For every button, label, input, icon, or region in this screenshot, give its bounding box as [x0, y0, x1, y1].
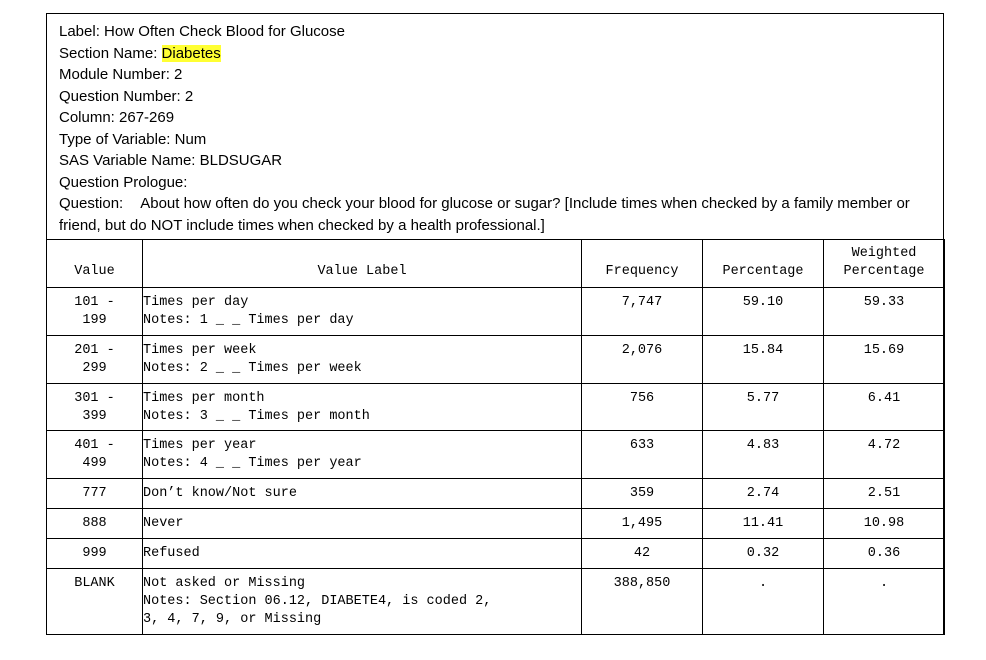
value-end: 499 — [82, 456, 107, 471]
value-cell: 999 — [47, 539, 143, 569]
value-cell — [47, 431, 143, 479]
weighted-percentage-cell: 10.98 — [824, 509, 945, 539]
table-row — [47, 288, 945, 336]
value-label: Not asked or Missing — [143, 576, 306, 591]
frequency-cell: 756 — [582, 384, 703, 431]
percentage-cell: 59.10 — [703, 288, 824, 336]
frequency-cell: 1,495 — [582, 509, 703, 539]
question-block — [59, 193, 929, 236]
value-end: 399 — [82, 409, 107, 424]
value-label: Times per month — [143, 391, 265, 406]
value-note-continued: 3, 4, 7, 9, or Missing — [143, 612, 322, 627]
weighted-percentage-cell: 15.69 — [824, 336, 945, 384]
value-frequency-table — [46, 239, 945, 635]
percentage-cell: 5.77 — [703, 384, 824, 431]
weighted-percentage-cell: 2.51 — [824, 479, 945, 509]
col-header-weighted-percentage — [824, 240, 945, 288]
table-row — [47, 431, 945, 479]
codebook-entry — [46, 13, 944, 635]
frequency-cell: 42 — [582, 539, 703, 569]
value-label: Times per year — [143, 438, 257, 453]
value-cell: 888 — [47, 509, 143, 539]
value-label-cell — [143, 288, 582, 336]
question-prologue: Question Prologue: — [59, 173, 188, 191]
value-start: 401 - — [74, 438, 115, 453]
section-line — [59, 43, 943, 65]
value-start: 101 - — [74, 295, 115, 310]
frequency-cell: 388,850 — [582, 569, 703, 635]
value-end: 199 — [82, 313, 107, 328]
weighted-line-1: Weighted — [851, 246, 917, 261]
weighted-percentage-cell: . — [824, 569, 945, 635]
question-prefix: Question: — [59, 195, 124, 212]
col-header-value-label: Value Label — [143, 240, 582, 288]
section-name-highlight: Diabetes — [161, 44, 221, 62]
value-start: 301 - — [74, 391, 115, 406]
weighted-line-2: Percentage — [843, 264, 925, 279]
value-label: Times per day — [143, 295, 249, 310]
frequency-cell: 2,076 — [582, 336, 703, 384]
value-label-cell: Never — [143, 509, 582, 539]
frequency-cell: 7,747 — [582, 288, 703, 336]
col-header-value: Value — [47, 240, 143, 288]
col-header-percentage: Percentage — [703, 240, 824, 288]
col-header-frequency: Frequency — [582, 240, 703, 288]
value-cell — [47, 288, 143, 336]
table-row — [47, 539, 945, 569]
value-label: Times per week — [143, 343, 257, 358]
weighted-percentage-cell: 0.36 — [824, 539, 945, 569]
table-row — [47, 569, 945, 635]
section-prefix: Section Name: — [59, 44, 162, 62]
value-cell — [47, 336, 143, 384]
value-note: Notes: 2 _ _ Times per week — [143, 361, 362, 376]
weighted-percentage-cell: 6.41 — [824, 384, 945, 431]
frequency-cell: 633 — [582, 431, 703, 479]
column-range: Column: 267-269 — [59, 109, 175, 126]
weighted-percentage-cell: 59.33 — [824, 288, 945, 336]
value-cell — [47, 384, 143, 431]
frequency-cell: 359 — [582, 479, 703, 509]
value-label-cell: Refused — [143, 539, 582, 569]
label-line: Label: How Often Check Blood for Glucose — [59, 23, 345, 40]
percentage-cell: 4.83 — [703, 431, 824, 479]
value-label-cell — [143, 431, 582, 479]
variable-type: Type of Variable: Num — [59, 130, 207, 148]
value-note: Notes: 3 _ _ Times per month — [143, 409, 370, 424]
question-text: About how often do you check your blood for glucose or sugar? [Include times when checked by a family member or friend, but do NOT include times when checked by a health professional.] — [59, 195, 910, 234]
value-label-cell — [143, 336, 582, 384]
table-row — [47, 509, 945, 539]
percentage-cell: 2.74 — [703, 479, 824, 509]
weighted-percentage-cell: 4.72 — [824, 431, 945, 479]
value-note: Notes: 4 _ _ Times per year — [143, 456, 362, 471]
table-row — [47, 479, 945, 509]
percentage-cell: . — [703, 569, 824, 635]
variable-header — [47, 14, 943, 240]
value-start: 201 - — [74, 343, 115, 358]
table-header-row — [47, 240, 945, 288]
value-cell: BLANK — [47, 569, 143, 635]
module-number: Module Number: 2 — [59, 66, 183, 83]
percentage-cell: 11.41 — [703, 509, 824, 539]
value-cell: 777 — [47, 479, 143, 509]
percentage-cell: 0.32 — [703, 539, 824, 569]
value-note: Notes: 1 _ _ Times per day — [143, 313, 354, 328]
value-label-cell — [143, 384, 582, 431]
value-label-cell — [143, 569, 582, 635]
value-end: 299 — [82, 361, 107, 376]
table-row — [47, 336, 945, 384]
question-number: Question Number: 2 — [59, 87, 194, 105]
table-row — [47, 384, 945, 431]
value-label-cell: Don’t know/Not sure — [143, 479, 582, 509]
percentage-cell: 15.84 — [703, 336, 824, 384]
sas-variable-name: SAS Variable Name: BLDSUGAR — [59, 152, 283, 169]
value-note: Notes: Section 06.12, DIABETE4, is coded 2, — [143, 594, 492, 609]
